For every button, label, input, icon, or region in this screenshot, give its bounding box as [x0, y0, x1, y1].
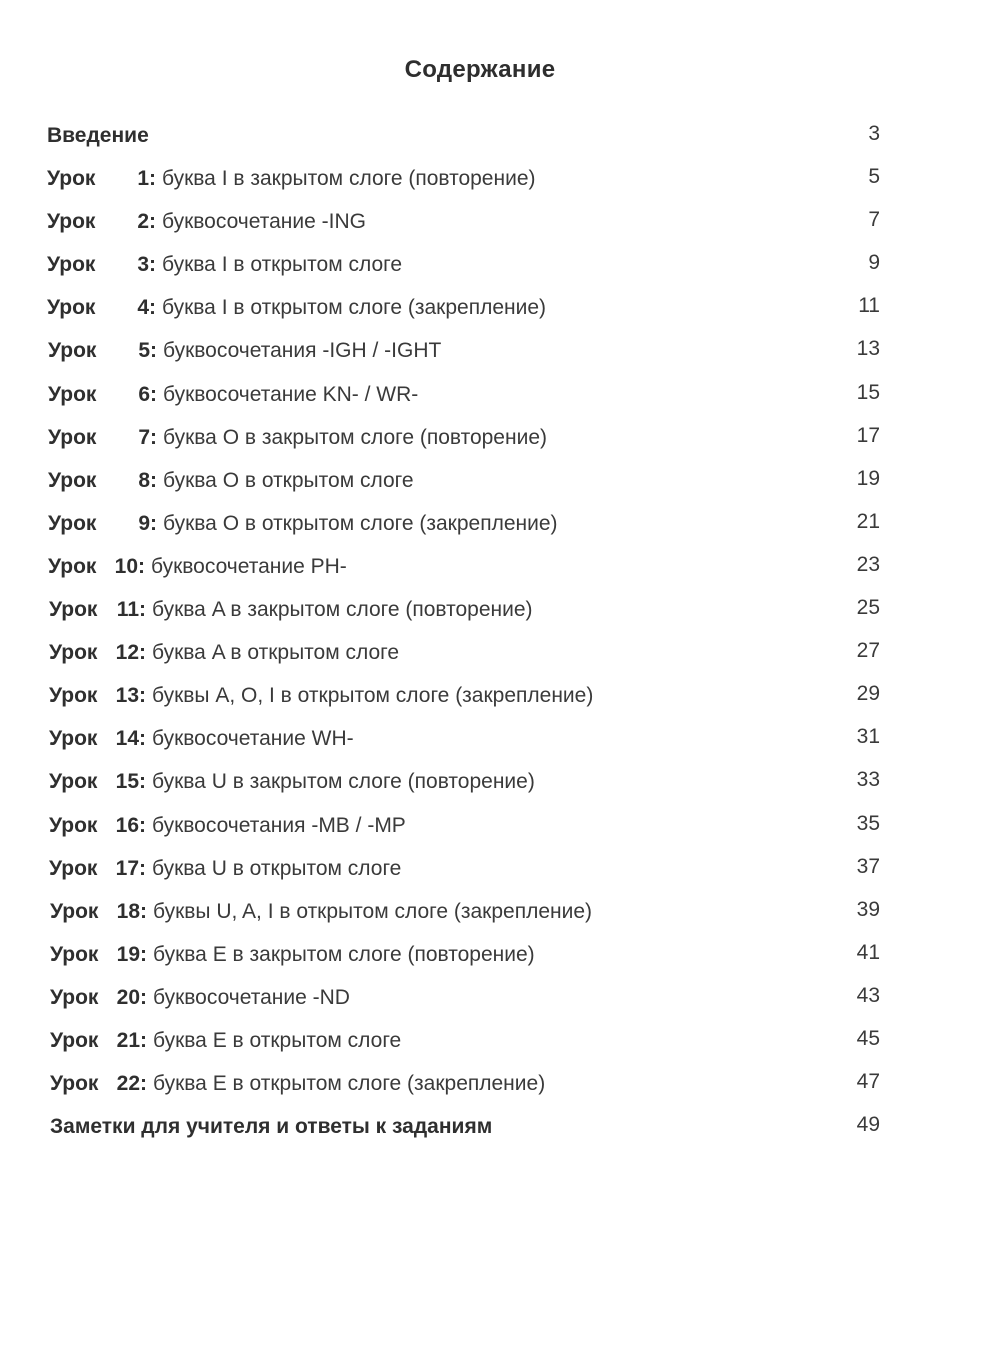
lesson-label: [49, 857, 146, 881]
toc-entry-text: [48, 383, 418, 407]
lesson-label: [49, 727, 146, 751]
lesson-number: 15: [115, 770, 139, 794]
toc-entry-label: Введение: [47, 124, 149, 147]
lesson-word: Урок: [50, 899, 99, 923]
lesson-number: 14: [115, 727, 139, 751]
toc-entry-lesson-21[interactable]: [0, 1021, 1000, 1064]
lesson-number: 12: [115, 641, 139, 665]
toc-page-number: 17: [856, 423, 880, 447]
lesson-topic: буквосочетания -MB / -MP: [152, 813, 406, 837]
toc-entry-text: [50, 1115, 492, 1139]
lesson-number: 10: [114, 554, 138, 578]
toc-page-number: 35: [856, 811, 880, 835]
toc-entry-lesson-17[interactable]: [0, 849, 1000, 892]
toc-entry-text: [48, 339, 441, 363]
lesson-label: [47, 253, 156, 277]
lesson-colon: :: [149, 210, 156, 234]
lesson-word: Урок: [47, 253, 96, 277]
toc-page-number: 45: [856, 1026, 880, 1050]
lesson-word: Урок: [49, 727, 98, 751]
lesson-word: Урок: [48, 468, 97, 492]
toc-page-number: 33: [856, 768, 880, 792]
lesson-colon: :: [140, 985, 147, 1009]
lesson-word: Урок: [48, 339, 97, 363]
lesson-colon: :: [140, 1028, 147, 1052]
toc-page-number: 41: [856, 940, 880, 964]
lesson-colon: :: [139, 856, 146, 880]
toc-page-number: 47: [856, 1070, 880, 1094]
lesson-label: [49, 598, 146, 622]
lesson-word: Урок: [48, 511, 97, 535]
lesson-label: [50, 1072, 147, 1096]
toc-entry-lesson-2[interactable]: [0, 202, 1000, 245]
page-title: Содержание: [404, 56, 556, 83]
lesson-number: 8: [138, 468, 150, 492]
lesson-number: 22: [116, 1072, 140, 1096]
toc-page-number: 9: [868, 251, 880, 275]
lesson-colon: :: [139, 641, 146, 665]
toc-entry-text: [50, 900, 592, 924]
lesson-word: Урок: [49, 856, 98, 880]
lesson-number: 3: [137, 253, 149, 277]
lesson-topic: буквы U, A, I в открытом слоге (закрепление): [153, 899, 593, 923]
lesson-colon: :: [149, 253, 156, 277]
lesson-word: Урок: [50, 942, 99, 966]
lesson-word: Урок: [50, 1028, 99, 1052]
lesson-word: Урок: [47, 296, 96, 320]
lesson-label: [48, 383, 157, 407]
lesson-label: [48, 426, 157, 450]
lesson-word: Урок: [49, 770, 98, 794]
toc-entry-text: [48, 512, 558, 536]
lesson-label: [48, 469, 157, 493]
toc-entry-text: [48, 469, 414, 493]
toc-entry-text: [48, 555, 347, 579]
toc-entry-lesson-13[interactable]: [0, 676, 1000, 719]
toc-entry-text: [48, 426, 547, 450]
toc-page-number: 43: [856, 983, 880, 1007]
lesson-number: 6: [138, 382, 150, 406]
toc-page-number: 7: [868, 208, 880, 232]
lesson-label: [48, 555, 145, 579]
lesson-label: [48, 339, 157, 363]
lesson-label: [49, 814, 146, 838]
lesson-topic: буква E в закрытом слоге (повторение): [153, 942, 535, 966]
toc-entry-text: [49, 857, 401, 881]
lesson-colon: :: [150, 468, 157, 492]
lesson-word: Урок: [48, 554, 97, 578]
lesson-word: Урок: [48, 425, 97, 449]
toc-entry-lesson-3[interactable]: [0, 245, 1000, 288]
lesson-word: Урок: [47, 210, 96, 234]
lesson-colon: :: [139, 684, 146, 708]
lesson-topic: буква I в открытом слоге: [162, 253, 403, 277]
lesson-label: [47, 210, 156, 234]
lesson-number: 19: [116, 942, 140, 966]
toc-entry-lesson-19[interactable]: [0, 935, 1000, 978]
lesson-number: 2: [137, 210, 149, 234]
toc-entry-text: [50, 1029, 401, 1053]
toc-entry-lesson-8[interactable]: [0, 461, 1000, 504]
lesson-number: 20: [116, 985, 140, 1009]
lesson-colon: :: [150, 339, 157, 363]
lesson-topic: буква O в открытом слоге: [163, 468, 414, 492]
lesson-label: [50, 986, 147, 1010]
lesson-number: 1: [137, 167, 149, 191]
lesson-topic: буквосочетание WH-: [152, 727, 354, 751]
lesson-colon: :: [140, 942, 147, 966]
toc-entry-lesson-6[interactable]: [0, 375, 1000, 418]
lesson-colon: :: [139, 770, 146, 794]
toc-entry-lesson-5[interactable]: [0, 331, 1000, 374]
toc-page-number: 27: [856, 639, 880, 663]
lesson-colon: :: [140, 1072, 147, 1096]
lesson-topic: буква E в открытом слоге (закрепление): [153, 1072, 546, 1096]
lesson-number: 11: [116, 598, 139, 622]
lesson-number: 18: [116, 899, 140, 923]
lesson-colon: :: [150, 511, 157, 535]
toc-entry-lesson-16[interactable]: [0, 806, 1000, 849]
lesson-word: Урок: [50, 1072, 99, 1096]
lesson-word: Урок: [49, 641, 98, 665]
toc-entry-lesson-9[interactable]: [0, 504, 1000, 547]
lesson-colon: :: [139, 813, 146, 837]
lesson-colon: :: [139, 727, 146, 751]
lesson-colon: :: [138, 554, 145, 578]
lesson-topic: буквосочетание -ND: [153, 985, 350, 1009]
toc-entry-text: [49, 814, 406, 838]
toc-entry-lesson-18[interactable]: [0, 892, 1000, 935]
toc-entry-text: [50, 943, 535, 967]
toc-entry-text: [47, 167, 536, 191]
toc-entry-text: [49, 770, 535, 794]
lesson-topic: буквосочетание -ING: [162, 210, 366, 234]
lesson-topic: буква E в открытом слоге: [153, 1028, 402, 1052]
toc-entry-label: Заметки для учителя и ответы к заданиям: [50, 1115, 493, 1139]
toc-page-number: 19: [856, 466, 880, 490]
lesson-topic: буква A в открытом слоге: [152, 641, 400, 665]
lesson-label: [49, 684, 146, 708]
toc-entry-text: [49, 641, 399, 665]
toc-entry-lesson-10[interactable]: [0, 547, 1000, 590]
toc-entry-lesson-22[interactable]: [0, 1064, 1000, 1107]
lesson-label: [47, 296, 156, 320]
lesson-topic: буква I в открытом слоге (закрепление): [162, 296, 547, 320]
lesson-topic: буквосочетания -IGH / -IGHT: [163, 339, 442, 363]
lesson-number: 9: [138, 511, 150, 535]
lesson-label: [49, 641, 146, 665]
toc-entry-text: [47, 296, 546, 320]
toc-entry-text: [47, 124, 149, 148]
toc-page-number: 11: [858, 294, 880, 318]
toc-page-number: 37: [856, 854, 880, 878]
toc-page-number: 23: [856, 552, 880, 576]
lesson-label: [47, 167, 156, 191]
lesson-number: 5: [138, 339, 150, 363]
lesson-label: [50, 943, 147, 967]
lesson-label: [49, 770, 146, 794]
toc-page-number: 39: [856, 897, 880, 921]
lesson-number: 16: [115, 813, 139, 837]
lesson-number: 4: [137, 296, 149, 320]
toc-entry-lesson-7[interactable]: [0, 418, 1000, 461]
lesson-topic: буква O в закрытом слоге (повторение): [163, 425, 547, 449]
lesson-colon: :: [150, 425, 157, 449]
toc-page-number: 3: [868, 122, 880, 145]
lesson-number: 21: [116, 1028, 140, 1052]
toc-entry-notes[interactable]: [0, 1107, 1000, 1150]
toc-entry-intro[interactable]: [0, 116, 1000, 159]
toc-page-number: 25: [856, 596, 880, 620]
lesson-topic: буквосочетание KN- / WR-: [163, 382, 419, 406]
toc-entry-text: [49, 727, 354, 751]
lesson-colon: :: [150, 382, 157, 406]
lesson-topic: буквосочетание PH-: [151, 554, 347, 578]
toc-entry-text: [47, 210, 366, 234]
toc-entry-lesson-20[interactable]: [0, 978, 1000, 1021]
lesson-word: Урок: [49, 684, 98, 708]
lesson-label: [50, 900, 147, 924]
toc-entry-text: [47, 253, 402, 277]
lesson-word: Урок: [50, 985, 99, 1009]
toc-page-number: 5: [868, 165, 880, 189]
toc-page-number: 31: [856, 725, 880, 749]
lesson-colon: :: [139, 598, 146, 622]
lesson-word: Урок: [49, 598, 98, 622]
lesson-label: [50, 1029, 147, 1053]
toc-entry-lesson-4[interactable]: [0, 288, 1000, 331]
lesson-topic: буква U в открытом слоге: [152, 856, 402, 880]
lesson-word: Урок: [49, 813, 98, 837]
toc-entry-text: [50, 986, 350, 1010]
lesson-topic: буква U в закрытом слоге (повторение): [152, 770, 535, 794]
toc-entry-lesson-12[interactable]: [0, 633, 1000, 676]
lesson-label: [48, 512, 157, 536]
toc-page-number: 21: [856, 509, 880, 533]
toc-page-number: 49: [856, 1113, 880, 1137]
toc-entry-lesson-11[interactable]: [0, 590, 1000, 633]
toc-entry-text: [49, 684, 593, 708]
lesson-colon: :: [149, 167, 156, 191]
lesson-number: 7: [138, 425, 150, 449]
lesson-topic: буква I в закрытом слоге (повторение): [162, 167, 536, 191]
toc-page-number: 29: [856, 682, 880, 706]
toc-entry-lesson-1[interactable]: [0, 159, 1000, 202]
toc-page-number: 15: [856, 380, 880, 404]
lesson-word: Урок: [47, 167, 96, 191]
toc-entry-text: [49, 598, 533, 622]
toc-entry-lesson-15[interactable]: [0, 762, 1000, 805]
lesson-topic: буквы A, O, I в открытом слоге (закрепление): [152, 684, 594, 708]
lesson-topic: буква O в открытом слоге (закрепление): [163, 511, 558, 535]
toc-entry-text: [50, 1072, 545, 1096]
lesson-topic: буква A в закрытом слоге (повторение): [152, 598, 533, 622]
lesson-word: Урок: [48, 382, 97, 406]
toc-page-number: 13: [856, 337, 880, 361]
lesson-colon: :: [149, 296, 156, 320]
toc-entry-lesson-14[interactable]: [0, 719, 1000, 762]
table-of-contents: [0, 116, 1000, 1150]
lesson-colon: :: [140, 899, 147, 923]
lesson-number: 13: [115, 684, 139, 708]
lesson-number: 17: [115, 856, 139, 880]
